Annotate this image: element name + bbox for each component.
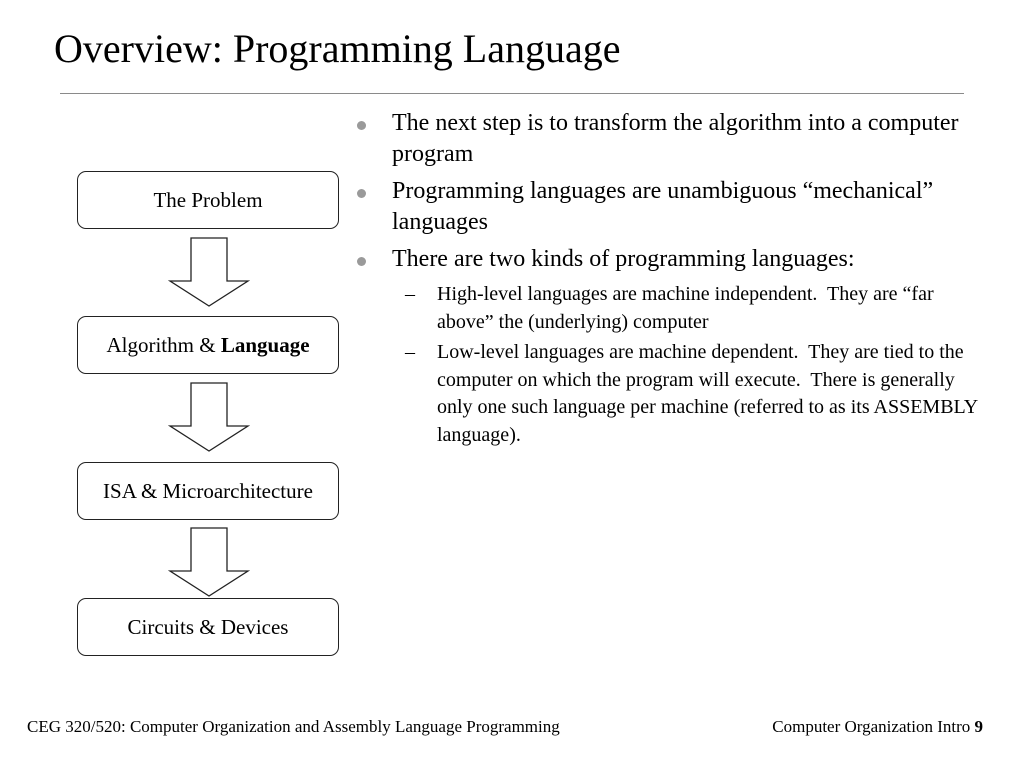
bullet-text: There are two kinds of programming languages: xyxy=(392,246,855,272)
bullet-dot-icon xyxy=(357,121,366,130)
down-arrow-icon xyxy=(168,527,250,597)
bullet-dot-icon xyxy=(357,257,366,266)
down-arrow-icon xyxy=(168,382,250,452)
footer-section-label: Computer Organization Intro xyxy=(772,717,975,736)
sub-bullet-item xyxy=(392,281,982,336)
sub-bullet-list xyxy=(392,281,982,449)
box-label: Circuits & Devices xyxy=(127,614,289,639)
bullet-list xyxy=(352,108,982,455)
title-divider xyxy=(60,93,964,94)
bullet-item xyxy=(352,108,982,170)
box-the-problem xyxy=(77,171,339,229)
footer-course: CEG 320/520: Computer Organization and Assembly Language Programming xyxy=(27,717,560,736)
page-number: 9 xyxy=(974,717,983,736)
slide-title: Overview: Programming Language xyxy=(54,26,621,71)
bullet-dot-icon xyxy=(357,189,366,198)
footer-section xyxy=(772,716,983,738)
box-isa-microarchitecture xyxy=(77,462,339,520)
box-circuits-devices xyxy=(77,598,339,656)
down-arrow-icon xyxy=(168,237,250,307)
sub-bullet-text: Low-level languages are machine dependent. They are tied to the computer on which the program will execute. There is generally only one such language per machine (referred to as its ASSEMBLY language). xyxy=(437,341,983,446)
box-label: Algorithm & xyxy=(106,332,221,357)
box-label: ISA & Microarchitecture xyxy=(103,478,313,503)
box-label-bold: Language xyxy=(220,332,310,357)
sub-bullet-item xyxy=(392,339,982,449)
sub-bullet-text: High-level languages are machine independent. They are “far above” the (underlying) computer xyxy=(437,283,939,333)
bullet-text: Programming languages are unambiguous “mechanical” languages xyxy=(392,178,934,235)
box-label: The Problem xyxy=(153,187,263,212)
dash-marker: – xyxy=(405,283,415,305)
bullet-item xyxy=(352,244,982,449)
bullet-item xyxy=(352,176,982,238)
dash-marker: – xyxy=(405,341,415,363)
bullet-text: The next step is to transform the algorithm into a computer program xyxy=(392,110,959,167)
box-algorithm-language xyxy=(77,316,339,374)
